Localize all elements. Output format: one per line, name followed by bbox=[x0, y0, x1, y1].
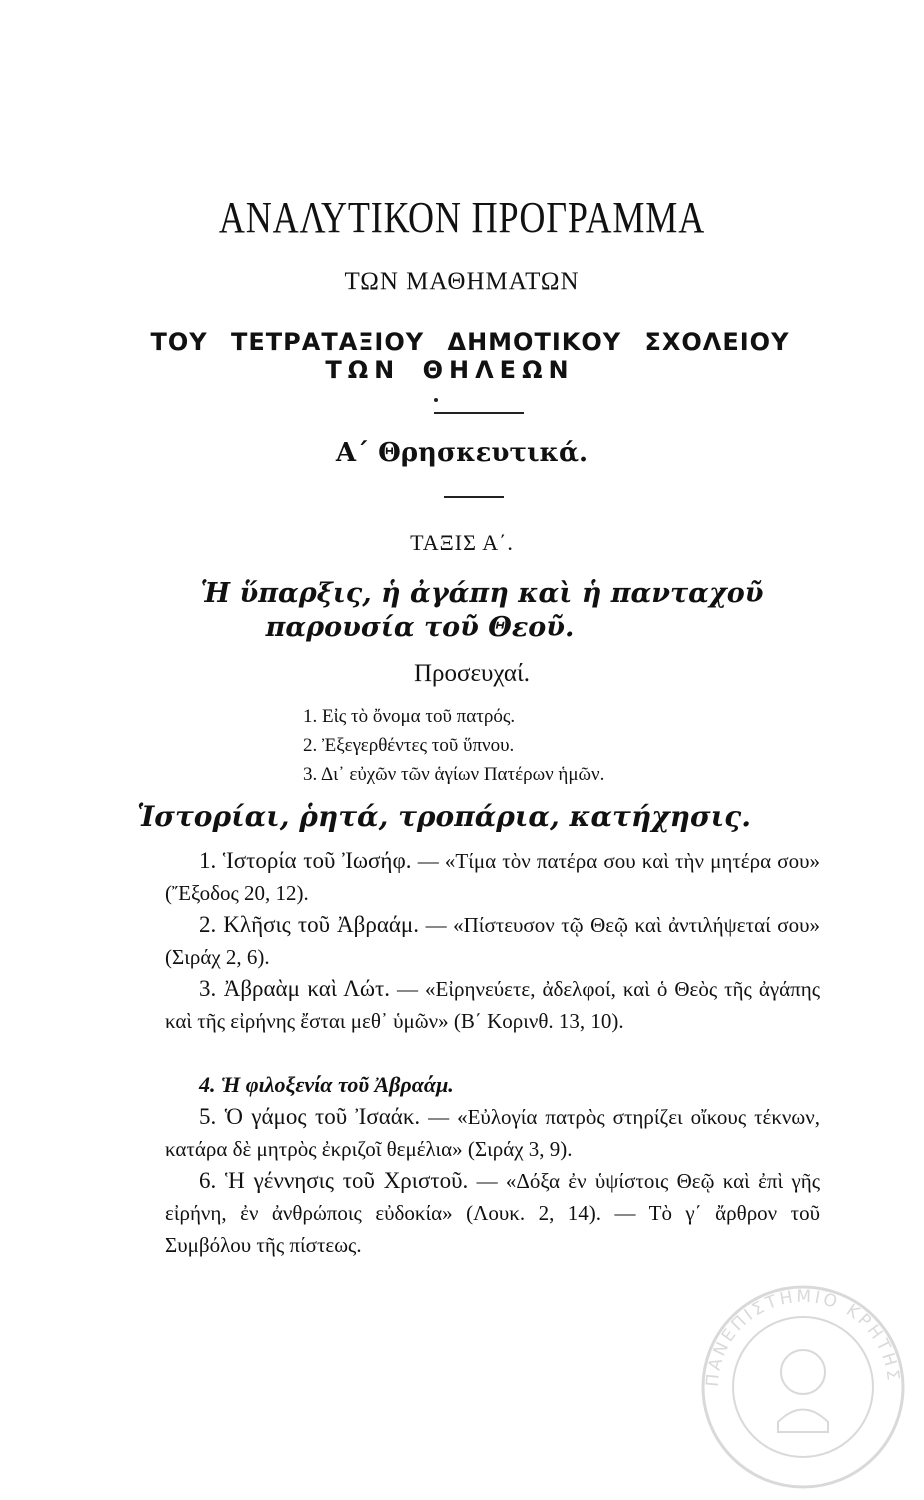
story-item bbox=[165, 845, 820, 909]
story-item bbox=[165, 1165, 820, 1261]
story-lead: 1. Ἱστορία τοῦ Ἰωσήφ. bbox=[199, 848, 412, 873]
story-lead: 4. Ἡ φιλοξενία τοῦ bbox=[199, 1072, 370, 1097]
school-line-2: ΤΩΝ ΘΗΛΕΩΝ bbox=[325, 356, 575, 384]
seal-text: ΠΑΝΕΠΙΣΤΗΜΙΟ ΚΡΗΤΗΣ bbox=[702, 1286, 904, 1388]
prayer-item: 2. Ἐξεγερθέντες τοῦ ὕπνου. bbox=[303, 735, 515, 756]
story-lead: 6. Ἡ γέννησις τοῦ Χριστοῦ. bbox=[199, 1168, 469, 1193]
ornament-dot bbox=[434, 398, 438, 402]
class-label: ΤΑΞΙΣ Α΄. bbox=[410, 530, 514, 555]
stories-heading: Ἱστορίαι, ῥητά, τροπάρια, κατήχησις. bbox=[137, 800, 751, 833]
divider-rule bbox=[434, 412, 524, 414]
prayer-item: 3. Δι᾽ εὐχῶν τῶν ἁγίων Πατέρων ἡμῶν. bbox=[303, 764, 605, 785]
section-title: Α΄ Θρησκευτικά. bbox=[335, 438, 589, 468]
story-item bbox=[165, 909, 820, 973]
divider-rule bbox=[444, 496, 504, 498]
university-seal-icon bbox=[698, 1282, 908, 1492]
prayer-item: 1. Εἰς τὸ ὄνομα τοῦ πατρός. bbox=[303, 706, 516, 727]
school-line-1: ΤΟΥ ΤΕΤΡΑΤΑΞΙΟΥ ΔΗΜΟΤΙΚΟΥ ΣΧΟΛΕΙΟΥ bbox=[150, 328, 790, 356]
story-item bbox=[165, 973, 820, 1037]
story-lead: 5. Ὁ γάμος τοῦ Ἰσαάκ. bbox=[199, 1104, 421, 1129]
story-body: — «Εἰρηνεύετε, ἀδελφοί, καὶ ὁ Θεὸς τῆς ἀγάπης καὶ τῆς εἰρήνης ἔσται μεθ᾽ ὑμῶν» (Β΄ Κορινθ. 13, 10). bbox=[165, 977, 821, 1033]
story-body: — «Πίστευσον τῷ Θεῷ καὶ ἀντιλήψεταί σου» (Σιράχ 2, 6). bbox=[165, 913, 820, 969]
topic-heading-line-1: Ἡ ὕπαρξις, ἡ ἀγάπη καὶ ἡ πανταχοῦ bbox=[200, 578, 764, 609]
story-item bbox=[165, 1101, 820, 1165]
story-body: — «Εὐλογία πατρὸς στηρίζει οἴκους τέκνων, κατάρα δὲ μητρὸς ἐκριζοῖ θεμέλια» (Σιράχ 3, 9). bbox=[165, 1105, 820, 1161]
topic-heading-line-2: παρουσία τοῦ Θεοῦ. bbox=[265, 612, 575, 643]
story-body: Ἀβραάμ. bbox=[374, 1072, 454, 1097]
story-lead: 2. Κλῆσις τοῦ Ἀβραάμ. bbox=[199, 912, 420, 937]
document-subtitle: ΤΩΝ ΜΑΘΗΜΑΤΩΝ bbox=[344, 268, 580, 295]
story-body: — «Τίμα τὸν πατέρα σου καὶ τὴν μητέρα σου» (Ἔξοδος 20, 12). bbox=[165, 849, 821, 905]
story-lead: 3. Ἀβραὰμ καὶ Λώτ. bbox=[199, 976, 391, 1001]
document-title: ΑΝΑΛΥΤΙΚΟΝ ΠΡΟΓΡΑΜΜΑ bbox=[218, 193, 706, 242]
prayers-heading: Προσευχαί. bbox=[413, 660, 530, 687]
story-item bbox=[165, 1069, 820, 1101]
svg-text:ΠΑΝΕΠΙΣΤΗΜΙΟ ΚΡΗΤΗΣ bbox=[703, 1287, 903, 1388]
story-body: — «Δόξα ἐν ὑψίστοις Θεῷ καὶ ἐπὶ γῆς εἰρήνη, ἐν ἀνθρώποις εὐδοκία» (Λουκ. 2, 14). — Τὸ γ΄ ἄρθρον τοῦ Συμβόλου τῆς πίστεως. bbox=[165, 1169, 821, 1257]
